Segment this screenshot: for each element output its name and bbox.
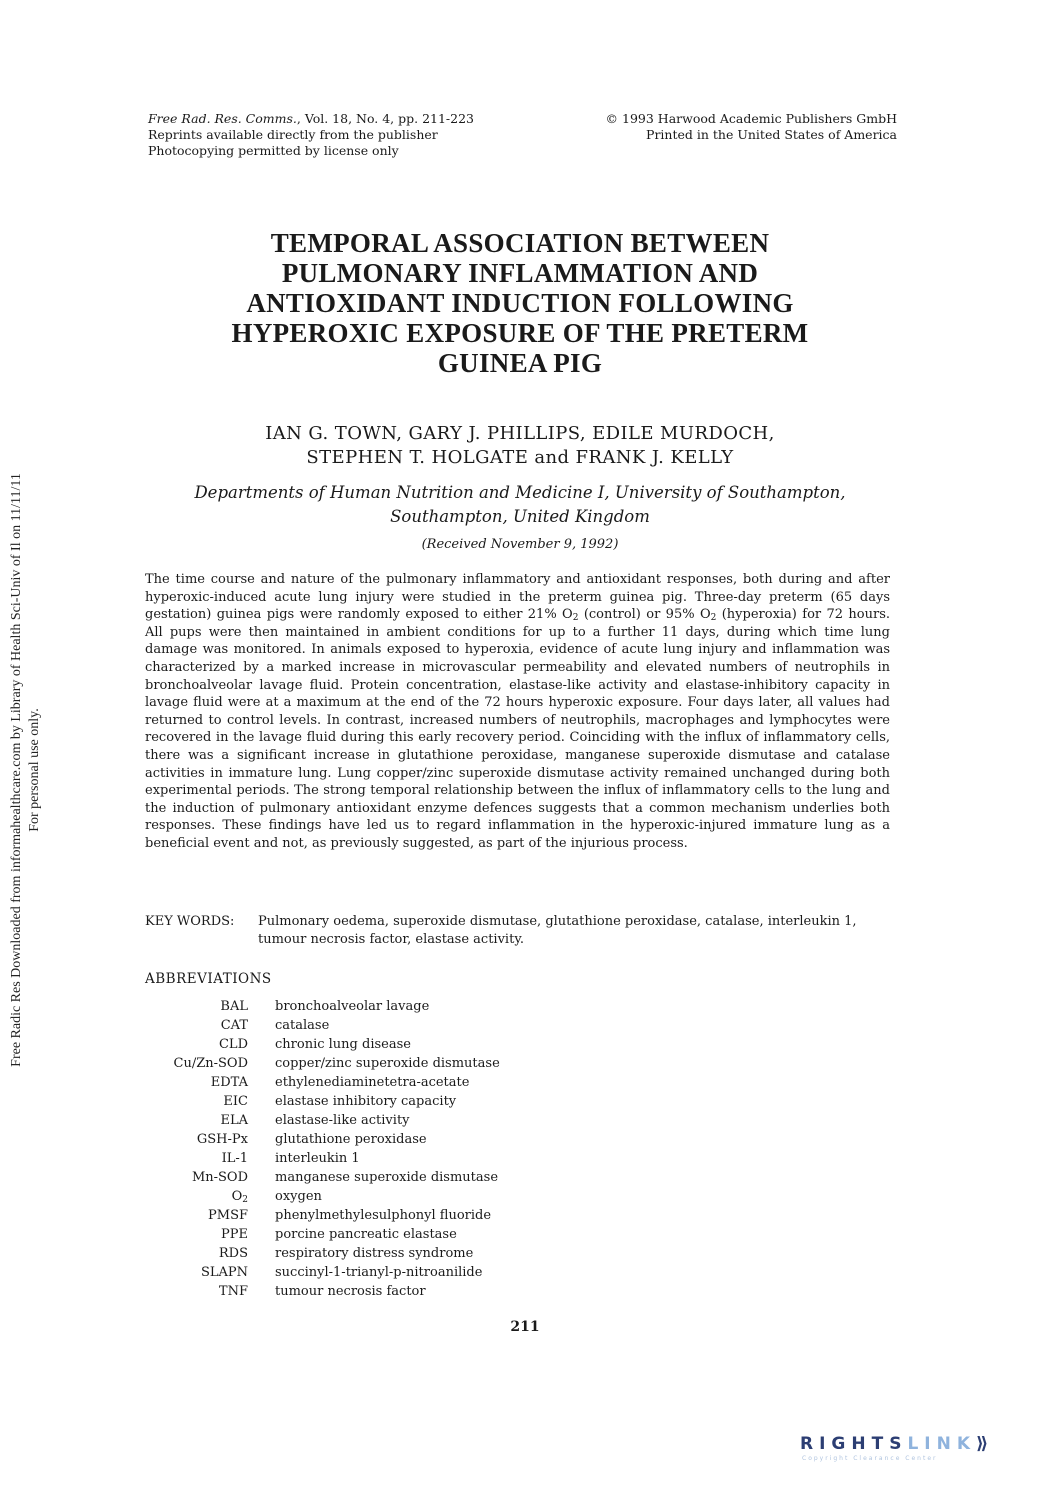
abbreviation-key-text: GSH-Px — [196, 1132, 248, 1147]
abbreviation-key — [145, 1130, 275, 1149]
abbreviation-definition: chronic lung disease — [275, 1037, 411, 1052]
abbreviation-key-text: TNF — [218, 1284, 248, 1299]
abbreviation-definition: elastase-like activity — [275, 1113, 410, 1128]
abbreviation-row — [145, 1016, 500, 1035]
title-line: TEMPORAL ASSOCIATION BETWEEN — [270, 228, 770, 258]
journal-name: Free Rad. Res. Comms. — [148, 111, 297, 126]
author-list — [150, 422, 890, 470]
abbreviation-row — [145, 1282, 500, 1301]
abbreviation-key — [145, 997, 275, 1016]
abbreviation-definition: succinyl-1-trianyl-p-nitroanilide — [275, 1265, 483, 1280]
abbreviation-key — [145, 1282, 275, 1301]
keywords-label: KEY WORDS: — [145, 914, 235, 929]
download-watermark — [8, 370, 52, 1170]
subscript: 2 — [710, 613, 717, 624]
abbreviation-row — [145, 1168, 500, 1187]
abbreviation-key — [145, 1092, 275, 1111]
title-line: ANTIOXIDANT INDUCTION FOLLOWING — [246, 288, 794, 318]
abbreviation-row — [145, 1111, 500, 1130]
abbreviation-key-text: Cu/Zn-SOD — [173, 1056, 248, 1071]
abbreviation-key — [145, 1149, 275, 1168]
rightslink-subtitle: Copyright Clearance Center — [802, 1455, 938, 1462]
subscript: 2 — [242, 1195, 248, 1205]
abstract-text: (hyperoxia) for 72 hours. All pups were then maintained in ambient conditions for up to a further 11 days, during which time lung damage was monitored. In animals exposed to hyperoxia, evidence of acute lung injury and inflammation was characterized by a marked increase in microvascular permeability and elevated numbers of neutrophils in bronchoalveolar lavage fluid. Protein concentration, elastase-like activity and elastase-inhibitory capacity in lavage fluid were at a maximum at the end of the 72 hours hyperoxic exposure. Four days later, all values had returned to control levels. In contrast, increased numbers of neutrophils, macrophages and lymphocytes were recovered in the lavage fluid during this early recovery period. Coinciding with the influx of inflammatory cells, there was a significant increase in glutathione peroxidase, manganese superoxide dismutase and catalase activities in immature lung. Lung copper/zinc superoxide dismutase activity remained unchanged during both experimental periods. The strong temporal relationship between the influx of inflammatory cells to the lung and the induction of pulmonary antioxidant enzyme defences suggests that a common mechanism underlies both responses. These findings have led us to regard inflammation in the hyperoxic-injured immature lung as a beneficial event and not, as previously suggested, as part of the injurious process. — [145, 607, 890, 851]
journal-citation — [148, 111, 474, 159]
abbreviation-row — [145, 997, 500, 1016]
abbreviation-row — [145, 1035, 500, 1054]
abbreviation-definition: catalase — [275, 1018, 330, 1033]
subscript: 2 — [572, 613, 579, 624]
abbreviation-definition: bronchoalveolar lavage — [275, 999, 430, 1014]
title-line: HYPEROXIC EXPOSURE OF THE PRETERM — [231, 318, 809, 348]
abbreviation-definition: interleukin 1 — [275, 1151, 360, 1166]
abbreviation-key-text: BAL — [220, 999, 248, 1014]
author-line: STEPHEN T. HOLGATE and FRANK J. KELLY — [306, 447, 734, 468]
abbreviation-definition: manganese superoxide dismutase — [275, 1170, 499, 1185]
abbreviation-key-text: EIC — [223, 1094, 248, 1109]
affiliation-line: Departments of Human Nutrition and Medicine I, University of Southampton, — [194, 483, 846, 502]
abbreviation-key — [145, 1206, 275, 1225]
abbreviation-key-text: O — [231, 1189, 243, 1204]
abbreviation-key-text: PMSF — [208, 1208, 248, 1223]
abstract-text: The time course and nature of the pulmonary inflammatory and antioxidant responses, both during and after hyperoxic-induced acute lung injury were studied in the preterm guinea pig. Three-day preterm (65 days gestation) guinea pigs were randomly exposed to either 21% O — [145, 572, 890, 623]
received-date: (Received November 9, 1992) — [421, 537, 619, 552]
copyright-line: © 1993 Harwood Academic Publishers GmbH — [605, 111, 897, 126]
affiliation — [150, 481, 890, 529]
abbreviation-key-text: SLAPN — [200, 1265, 248, 1280]
abbreviation-definition: porcine pancreatic elastase — [275, 1227, 457, 1242]
abbreviation-key — [145, 1187, 275, 1206]
rightslink-logo[interactable] — [800, 1434, 1030, 1470]
abbreviation-key — [145, 1263, 275, 1282]
abbreviations-list — [145, 997, 500, 1301]
abbreviation-row — [145, 1187, 500, 1206]
watermark-line: For personal use only. — [27, 708, 42, 832]
abbreviation-row — [145, 1244, 500, 1263]
abbreviation-key — [145, 1111, 275, 1130]
abbreviation-key-text: IL-1 — [221, 1151, 248, 1166]
rightslink-dark: RIGHTS — [800, 1434, 908, 1454]
abbreviation-key-text: Mn-SOD — [191, 1170, 248, 1185]
abbreviation-row — [145, 1263, 500, 1282]
rightslink-arrow-icon: ⟫ — [976, 1434, 989, 1454]
keywords — [145, 913, 890, 949]
author-line: IAN G. TOWN, GARY J. PHILLIPS, EDILE MURDOCH, — [265, 423, 775, 444]
abbreviation-row — [145, 1130, 500, 1149]
printed-line: Printed in the United States of America — [646, 127, 897, 142]
abbreviation-key — [145, 1054, 275, 1073]
copyright-block — [606, 111, 897, 143]
abbreviation-row — [145, 1206, 500, 1225]
abbreviation-row — [145, 1092, 500, 1111]
abbreviations-heading: ABBREVIATIONS — [145, 971, 272, 987]
abbreviation-row — [145, 1225, 500, 1244]
abbreviation-key-text: ELA — [220, 1113, 248, 1128]
page-number: 211 — [510, 1319, 540, 1335]
abbreviation-key-text: CLD — [218, 1037, 248, 1052]
abbreviation-key — [145, 1016, 275, 1035]
abbreviation-definition: respiratory distress syndrome — [275, 1246, 474, 1261]
abbreviation-key-text: RDS — [218, 1246, 248, 1261]
abbreviation-definition: glutathione peroxidase — [275, 1132, 427, 1147]
abstract — [145, 571, 890, 853]
title-line: PULMONARY INFLAMMATION AND — [281, 258, 759, 288]
rightslink-light: LINK — [907, 1434, 976, 1454]
abbreviation-key — [145, 1035, 275, 1054]
abbreviation-row — [145, 1054, 500, 1073]
abstract-text: (control) or 95% O — [578, 607, 711, 623]
abbreviation-definition: elastase inhibitory capacity — [275, 1094, 457, 1109]
abbreviation-key — [145, 1244, 275, 1263]
abbreviation-key — [145, 1073, 275, 1092]
volume-pages: , Vol. 18, No. 4, pp. 211-223 — [296, 111, 475, 126]
abbreviation-key-text: PPE — [221, 1227, 248, 1242]
watermark-line: Free Radic Res Downloaded from informahealthcare.com by Library of Health Sci-Univ of Il on 11/11/11 — [9, 473, 24, 1067]
reprints-note: Reprints available directly from the publisher — [148, 127, 438, 142]
abbreviation-definition: oxygen — [275, 1189, 322, 1204]
keywords-text: Pulmonary oedema, superoxide dismutase, glutathione peroxidase, catalase, interleukin 1, tumour necrosis factor, elastase activity. — [258, 914, 857, 947]
abbreviation-definition: ethylenediaminetetra-acetate — [275, 1075, 470, 1090]
photocopy-note: Photocopying permitted by license only — [148, 143, 399, 158]
abbreviation-definition: tumour necrosis factor — [275, 1284, 426, 1299]
paper-title — [150, 228, 890, 378]
abbreviation-row — [145, 1073, 500, 1092]
abbreviation-definition: phenylmethylesulphonyl fluoride — [275, 1208, 492, 1223]
abbreviation-definition: copper/zinc superoxide dismutase — [275, 1056, 500, 1071]
abbreviation-key-text: CAT — [220, 1018, 248, 1033]
abbreviation-key — [145, 1225, 275, 1244]
title-line: GUINEA PIG — [437, 348, 603, 378]
abbreviation-key — [145, 1168, 275, 1187]
abbreviation-row — [145, 1149, 500, 1168]
abbreviation-key-text: EDTA — [210, 1075, 248, 1090]
affiliation-line: Southampton, United Kingdom — [390, 507, 650, 526]
